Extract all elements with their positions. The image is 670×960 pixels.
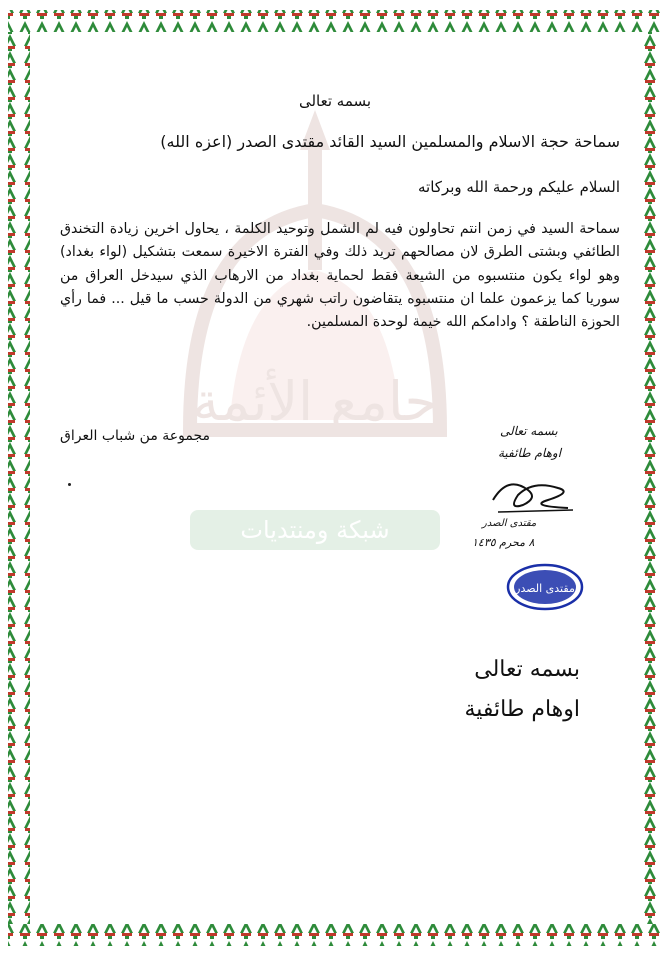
handwritten-date: ٨ محرم ١٤٣٥ [472, 536, 535, 549]
watermark-logo [150, 90, 480, 590]
closing-basmala: بسمه تعالى [474, 657, 580, 682]
handwritten-signature [478, 470, 588, 520]
stamp-text: مقتدى الصدر [515, 582, 575, 595]
official-stamp [505, 562, 585, 612]
letter-signature: مجموعة من شباب العراق [60, 428, 211, 444]
handwritten-reply: اوهام طائفية [498, 446, 562, 460]
ink-dot [68, 483, 71, 486]
handwritten-name: مقتدى الصدر [482, 518, 537, 529]
letter-address: سماحة حجة الاسلام والمسلمين السيد القائد مقتدى الصدر (اعزه الله) [160, 132, 620, 151]
closing-reply: اوهام طائفية [464, 697, 580, 722]
watermark-subtitle: شبكة ومنتديات [240, 516, 390, 544]
letter-greeting: السلام عليكم ورحمة الله وبركاته [418, 178, 620, 196]
letter-body: سماحة السيد في زمن انتم تحاولون فيه لم الشمل وتوحيد الكلمة ، يحاول اخرين زيادة التخندق الطائفي وبشتى الطرق لان مصالحهم تريد ذلك وفي الفترة الاخيرة سمعت بتشكيل (لواء بغداد) وهو لواء يكون منتسبوه من الشيعة فقط لحماية بغداد من الارهاب الذي سيدخل العراق من سوريا كما يزعمون علما ان منتسبوه يتقاضون راتب شهري من الدولة حسب ما قيل ... فما رأي الحوزة الناطقة ؟ وادامكم الله خيمة لوحدة المسلمين. [60, 221, 620, 331]
handwritten-basmala: بسمه تعالى [500, 424, 558, 438]
watermark-logo-text: جامع الأئمة [192, 370, 438, 433]
letter-basmala: بسمه تعالى [298, 92, 372, 110]
